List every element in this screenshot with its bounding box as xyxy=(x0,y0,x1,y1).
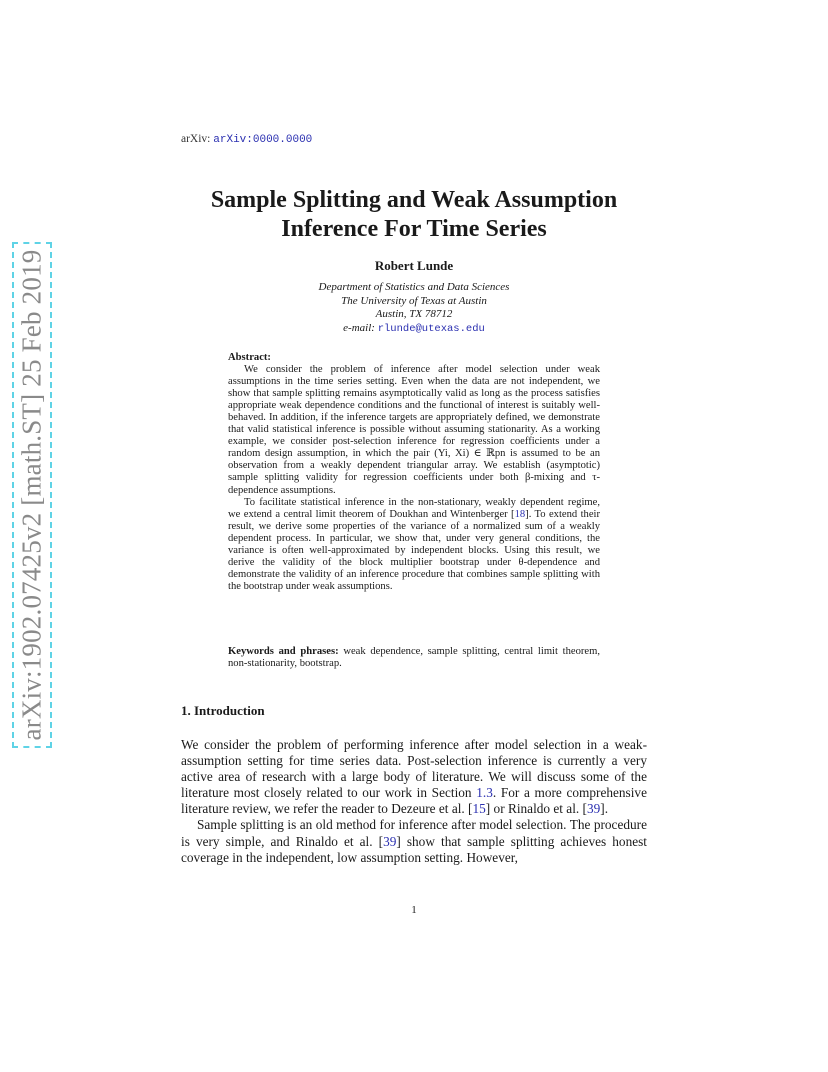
citation-link[interactable]: 39 xyxy=(586,801,601,817)
citation-link[interactable]: 39 xyxy=(383,833,397,849)
intro-p1-text-a: We consider the problem of performing inference after model selection in a weak-assumption setting for time series data. Post-selection inference is currently a very active area of research with a large body of literature. We will discuss some of the literature most closely related to our work in Section xyxy=(181,737,647,801)
section-heading: 1. Introduction xyxy=(181,703,265,718)
affiliation-block xyxy=(130,281,698,336)
intro-p1-text-d: ]. xyxy=(600,801,609,817)
citation-link[interactable]: 18 xyxy=(514,508,526,520)
introduction-body xyxy=(181,737,647,866)
page-number: 1 xyxy=(411,904,417,916)
citation-link[interactable]: 15 xyxy=(472,801,486,817)
intro-paragraph-2 xyxy=(181,817,647,865)
abstract-block xyxy=(228,352,600,593)
intro-p2-text-a: Sample splitting is an old method for inference after model selection. The procedure is very simple, and Rinaldo et al. [ xyxy=(181,817,647,849)
affiliation-dept: Department of Statistics and Data Sciences xyxy=(318,281,510,293)
intro-paragraph-1 xyxy=(181,737,647,817)
keywords-block xyxy=(228,646,600,670)
title-line-2: Inference For Time Series xyxy=(281,216,547,242)
abstract-paragraph-1: We consider the problem of inference after model selection under weak assumptions in the time series setting. Even when the data are not independent, we show that sample splitting remains asymptotically valid as long as the process satisfies appropriate weak dependence conditions and the functional of interest is suitably well-behaved. In addition, if the inference targets are appropriately defined, we demonstrate that valid statistical inference is possible without assuming stationarity. As a working example, we consider post-selection inference for regression coefficients under a random design assumption, in which the pair (Yi, Xi) ∈ ℝpn is assumed to be an observation from a weakly dependent triangular array. We establish (asymptotic) sample splitting validity for regression coefficients under both β-mixing and τ-dependence assumptions. xyxy=(228,364,600,496)
keywords-heading: Keywords and phrases: xyxy=(228,646,339,657)
email-link[interactable]: rlunde@utexas.edu xyxy=(377,322,485,335)
intro-p2-text-b: ] show that sample splitting achieves honest coverage in the independent, low assumption setting. However, xyxy=(181,833,647,865)
preprint-code-link[interactable]: arXiv:0000.0000 xyxy=(213,134,313,146)
preprint-line xyxy=(181,133,312,146)
abstract-heading: Abstract: xyxy=(228,352,271,363)
affiliation-city: Austin, TX 78712 xyxy=(375,308,453,320)
affiliation-univ: The University of Texas at Austin xyxy=(341,294,487,307)
keywords-text: weak dependence, sample splitting, central limit theorem, non-stationarity, bootstrap. xyxy=(228,646,600,670)
author-name: Robert Lunde xyxy=(374,258,454,273)
section-link[interactable]: 1.3 xyxy=(476,785,493,801)
intro-p1-text-b: . For a more comprehensive literature review, we refer the reader to Dezeure et al. [ xyxy=(181,785,647,817)
preprint-label: arXiv: xyxy=(181,133,211,145)
intro-p1-text-c: ] or Rinaldo et al. [ xyxy=(485,801,587,817)
arxiv-id-label: arXiv:1902.07425v2 [math.ST] 25 Feb 2019 xyxy=(16,249,47,741)
title-line-1: Sample Splitting and Weak Assumption xyxy=(210,187,618,213)
arxiv-sidebar-stamp xyxy=(12,242,52,748)
abstract-paragraph-2 xyxy=(228,497,600,593)
abstract-p2-text-a: To facilitate statistical inference in the non-stationary, weakly dependent regime, we extend a central limit theorem of Doukhan and Wintenberger [ xyxy=(228,496,600,520)
email-label: e-mail: xyxy=(343,321,375,334)
paper-title xyxy=(130,186,698,244)
abstract-p2-text-b: ]. To extend their result, we derive some properties of the variance of a normalized sum of a weakly dependent process. In particular, we show that, under very general conditions, the variance is often well-approximated by independent blocks. Using this result, we derive the validity of the block multiplier bootstrap under θ-dependence and demonstrate the validity of an inference procedure that combines sample splitting with the bootstrap under weak assumptions. xyxy=(228,508,601,592)
affiliation-email-line xyxy=(130,322,698,337)
